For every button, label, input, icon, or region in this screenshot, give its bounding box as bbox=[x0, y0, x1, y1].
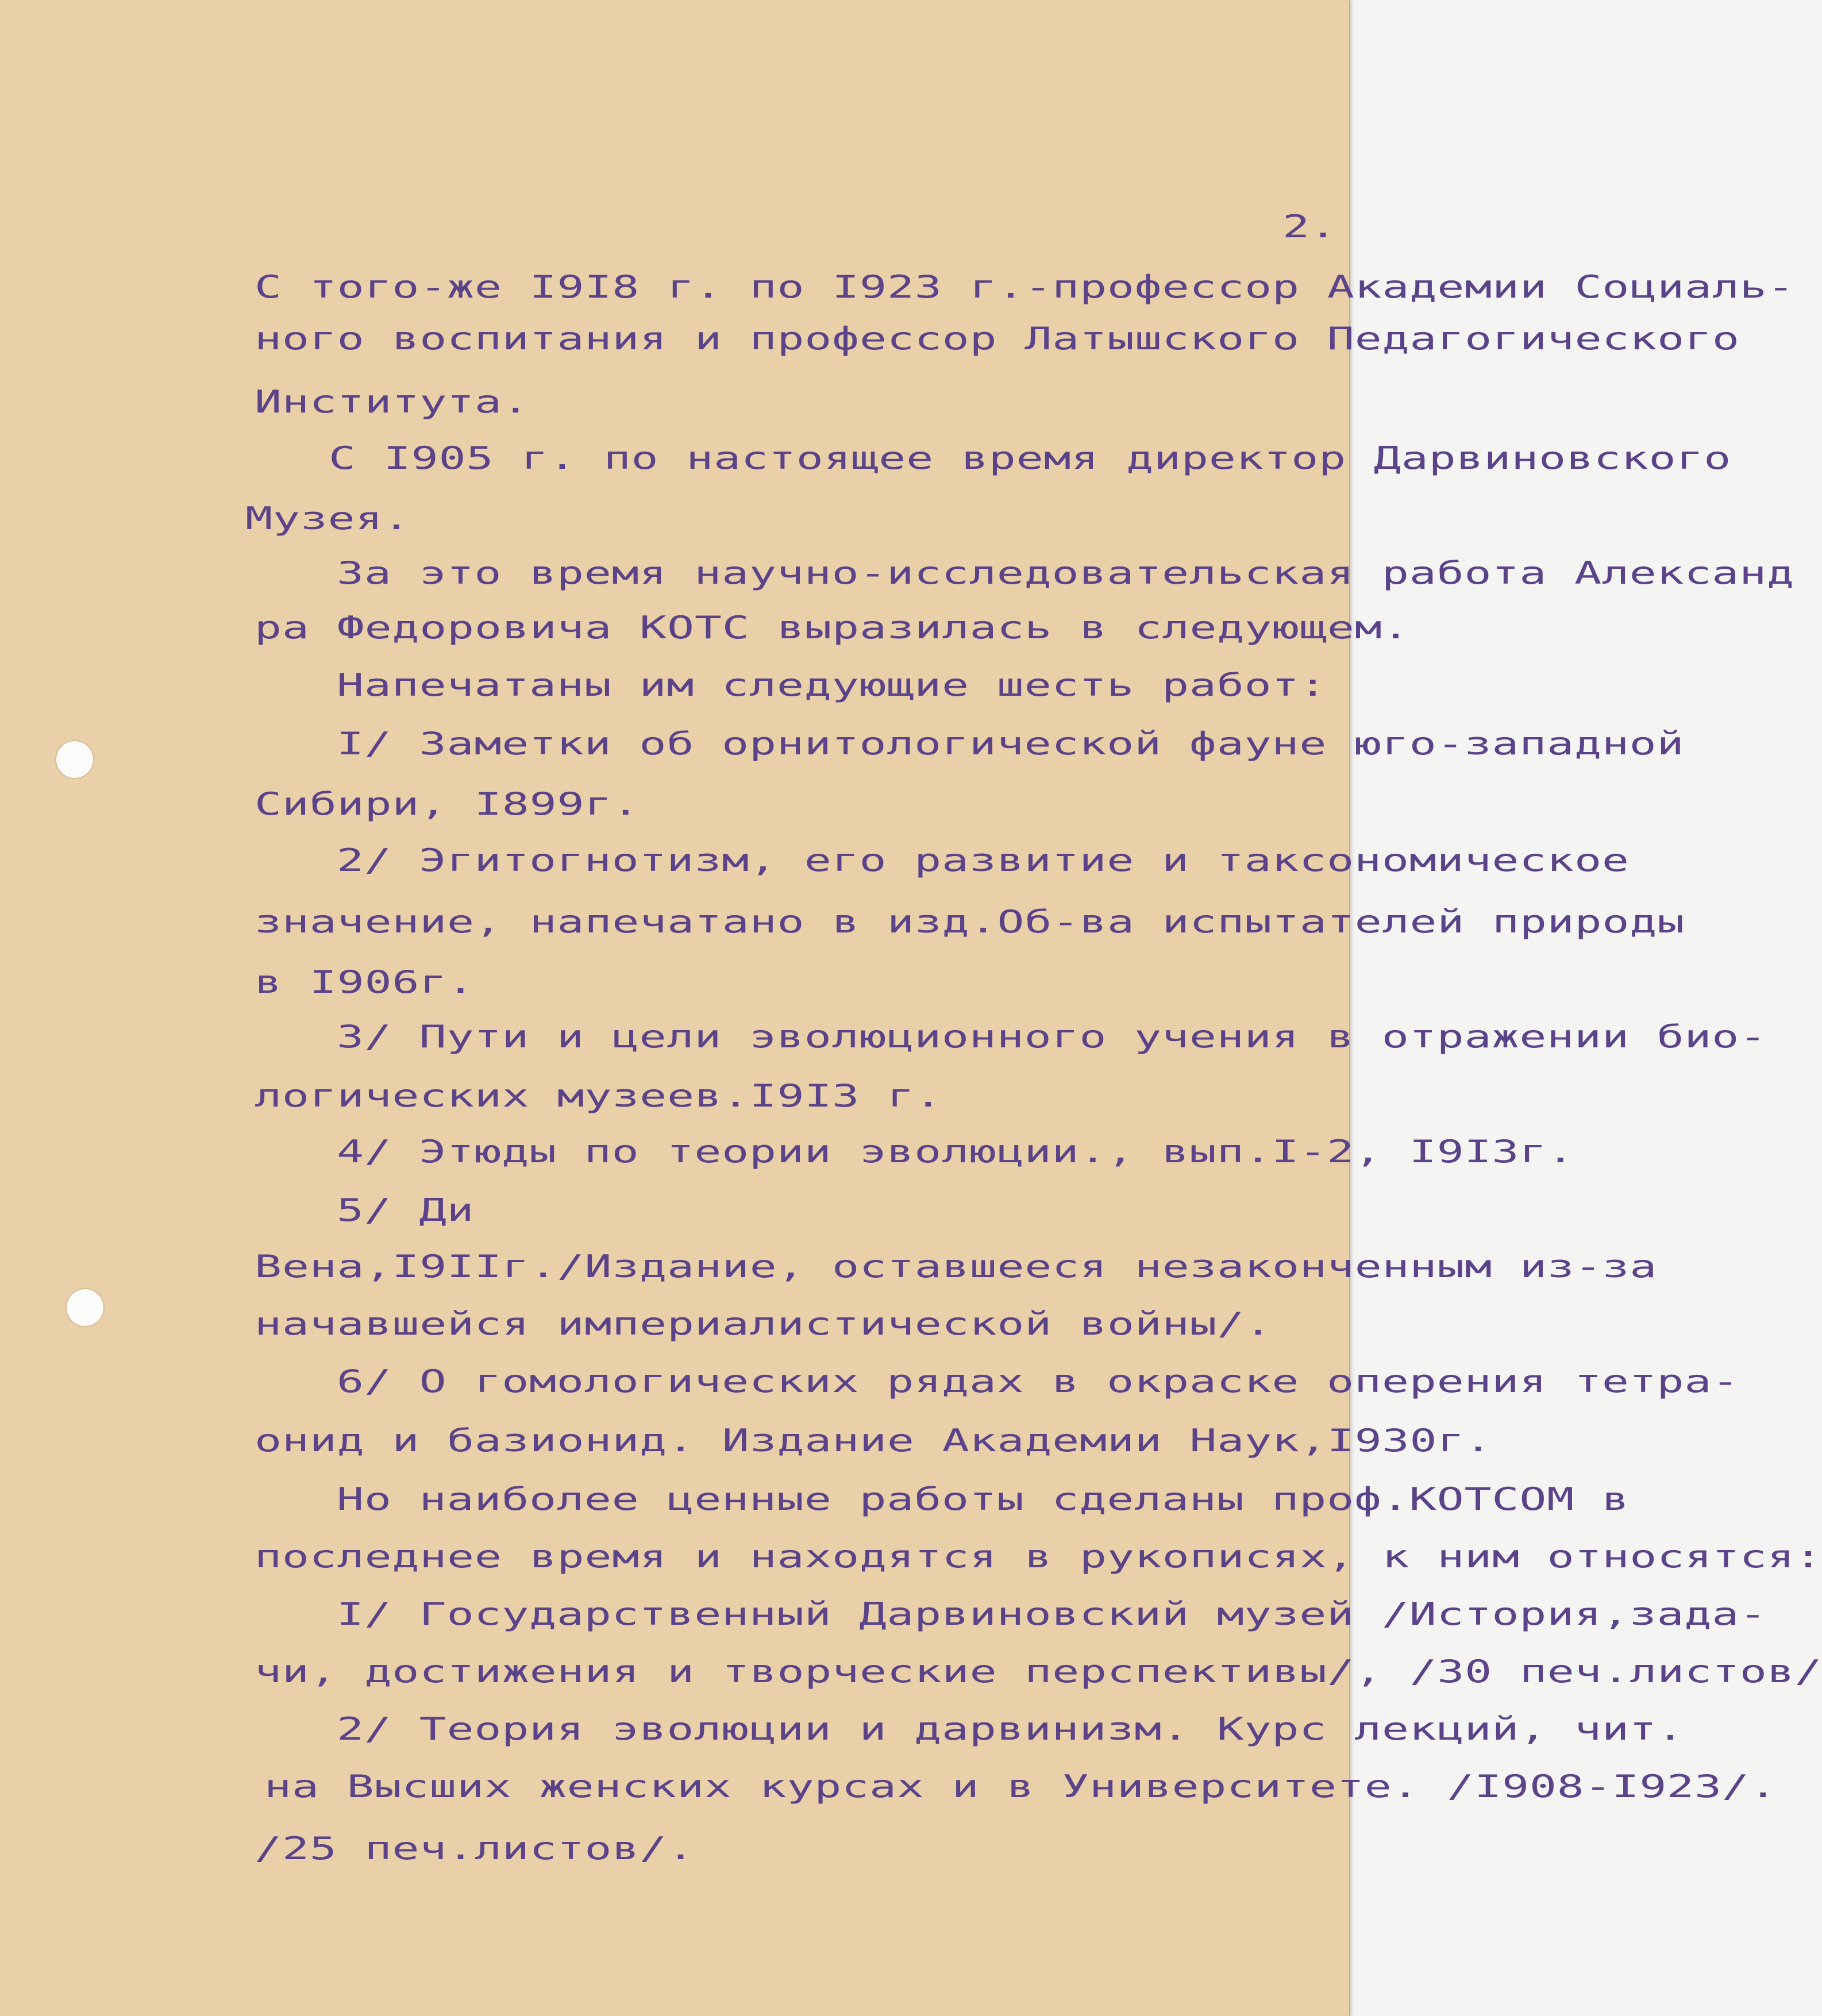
text-line: начавшейся империалистической войны/. bbox=[255, 1306, 1273, 1342]
text-line: I/ Государственный Дарвиновский музей /История,зада- bbox=[337, 1596, 1767, 1632]
text-line: /25 печ.листов/. bbox=[255, 1830, 695, 1867]
text-line: 5/ Ди bbox=[337, 1192, 475, 1228]
text-line: Напечатаны им следующие шесть работ: bbox=[337, 667, 1327, 703]
text-line: Но наиболее ценные работы сделаны проф.КОТСОМ в bbox=[337, 1481, 1630, 1517]
text-line: 2/ Эгитогнотизм, его развитие и таксономическое bbox=[337, 842, 1630, 878]
text-line: ра Федоровича КОТС выразилась в следующем. bbox=[255, 610, 1410, 646]
text-line: 6/ О гомологических рядах в окраске оперения тетра- bbox=[337, 1363, 1740, 1400]
text-line: Института. bbox=[255, 384, 530, 420]
text-line: ного воспитания и профессор Латышского Педагогического bbox=[255, 321, 1740, 357]
text-line: Музея. bbox=[245, 500, 411, 537]
text-line: онид и базионид. Издание Академии Наук,I930г. bbox=[255, 1423, 1492, 1459]
text-line: на Высших женских курсах и в Университете. /I908-I923/. bbox=[264, 1768, 1777, 1805]
text-line: За это время научно-исследовательская работа Александ bbox=[337, 555, 1794, 591]
punch-hole bbox=[55, 740, 94, 779]
text-line: С I905 г. по настоящее время директор Дарвиновского bbox=[329, 440, 1732, 476]
text-line: С того-же I9I8 г. по I923 г.-профессор Академии Социаль- bbox=[255, 269, 1795, 305]
text-line: чи, достижения и творческие перспективы/, /30 печ.листов/ bbox=[255, 1653, 1822, 1690]
page-number: 2. bbox=[1282, 209, 1337, 245]
text-line: I/ Заметки об орнитологической фауне юго-западной bbox=[337, 726, 1685, 762]
text-line: 4/ Этюды по теории эволюции., вып.I-2, I9I3г. bbox=[337, 1134, 1574, 1170]
punch-hole bbox=[66, 1288, 105, 1327]
text-line: в I906г. bbox=[255, 964, 475, 1000]
text-line: Вена,I9IIг./Издание, оставшееся незаконченным из-за bbox=[255, 1248, 1658, 1285]
text-line: 2/ Теория эволюции и дарвинизм. Курс лекций, чит. bbox=[337, 1711, 1685, 1747]
text-line: 3/ Пути и цели эволюционного учения в отражении био- bbox=[337, 1019, 1767, 1055]
text-line: логических музеев.I9I3 г. bbox=[255, 1078, 942, 1114]
text-line: значение, напечатано в изд.Об-ва испытателей природы bbox=[255, 904, 1685, 940]
text-line: последнее время и находятся в рукописях, к ним относятся: bbox=[255, 1539, 1822, 1575]
text-line: Сибири, I899г. bbox=[255, 786, 640, 822]
